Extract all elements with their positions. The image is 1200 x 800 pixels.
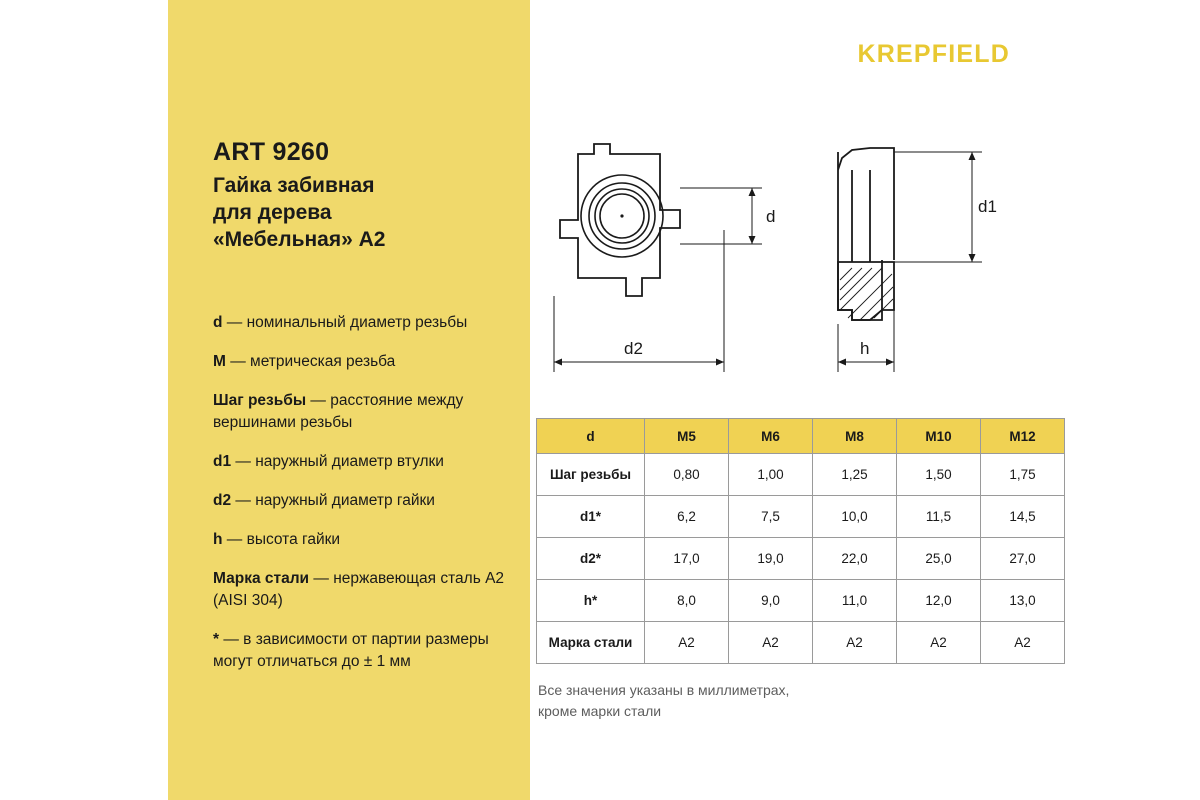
legend-description: — наружный диаметр гайки [231,492,435,509]
table-header-row [537,419,1065,454]
table-cell: 10,0 [813,496,897,538]
legend-term: h [213,531,223,548]
table-cell: 6,2 [645,496,729,538]
table-cell: A2 [729,622,813,664]
legend-item [213,490,505,512]
table-cell: 8,0 [645,580,729,622]
table-row [537,580,1065,622]
product-title-line: «Мебельная» A2 [213,228,386,251]
table-cell: 1,00 [729,454,813,496]
legend-description: — номинальный диаметр резьбы [222,314,468,331]
dimension-label-d1: d1 [978,197,997,216]
table-row-label: d2* [537,538,645,580]
table-footnote-line: Все значения указаны в миллиметрах, [538,682,790,698]
dimension-label-d2: d2 [624,339,643,358]
table-column-header: M8 [813,419,897,454]
table-row-label: Шаг резьбы [537,454,645,496]
legend-item [213,568,505,612]
table-column-header: M12 [981,419,1065,454]
legend-description: — метрическая резьба [225,353,396,370]
brand-logo: KREPFIELD [857,40,1010,68]
legend-term: M [213,353,226,370]
legend-footnote [213,629,505,673]
table-cell: 17,0 [645,538,729,580]
table-cell: 22,0 [813,538,897,580]
legend-item [213,529,505,551]
table-cell: 12,0 [897,580,981,622]
product-code: ART 9260 [213,138,330,166]
legend-term: d1 [213,453,232,470]
legend-description: — наружный диаметр втулки [231,453,444,470]
table-cell: A2 [897,622,981,664]
table-body [537,454,1065,664]
table-column-header: d [537,419,645,454]
legend-description: — нержавеющая сталь A2 (AISI 304) [213,570,505,609]
table-cell: A2 [645,622,729,664]
table-footnote [538,680,789,722]
dimension-label-d: d [766,207,776,226]
table-cell: 7,5 [729,496,813,538]
table-cell: 14,5 [981,496,1065,538]
table-row [537,454,1065,496]
table-row [537,538,1065,580]
table-cell: 27,0 [981,538,1065,580]
table-row [537,622,1065,664]
table-cell: 1,75 [981,454,1065,496]
legend-footnote-term: * [213,631,220,648]
legend-item [213,351,505,373]
table-cell: 11,0 [813,580,897,622]
legend-term: Шаг резьбы [213,392,307,409]
legend-list [213,312,505,673]
table-cell: 19,0 [729,538,813,580]
product-title-line: для дерева [213,201,332,224]
table-row [537,496,1065,538]
legend-item [213,312,505,334]
product-title-line: Гайка забивная [213,174,375,197]
table-cell: 11,5 [897,496,981,538]
dimension-label-h: h [860,339,870,358]
specification-table [536,418,1065,664]
technical-drawings [530,110,1030,400]
legend-description: — высота гайки [222,531,341,548]
legend-footnote-text: — в зависимости от партии размеры могут отличаться до ± 1 мм [213,631,489,670]
table-row-label: h* [537,580,645,622]
table-cell: 25,0 [897,538,981,580]
table-column-header: M6 [729,419,813,454]
table-cell: 1,50 [897,454,981,496]
table-row-label: Марка стали [537,622,645,664]
product-title [213,172,503,253]
table-cell: A2 [981,622,1065,664]
table-cell: 13,0 [981,580,1065,622]
legend-term: Марка стали [213,570,310,587]
table-row-label: d1* [537,496,645,538]
table-cell: 1,25 [813,454,897,496]
table-footnote-line: кроме марки стали [538,703,662,719]
legend-description: — расстояние между вершинами резьбы [213,392,464,431]
legend-item [213,451,505,473]
table-column-header: M5 [645,419,729,454]
legend-term: d2 [213,492,232,509]
table-column-header: M10 [897,419,981,454]
drawing-svg [530,110,1030,400]
legend-item [213,390,505,434]
table-cell: 9,0 [729,580,813,622]
table-cell: 0,80 [645,454,729,496]
table-cell: A2 [813,622,897,664]
legend-term: d [213,314,223,331]
